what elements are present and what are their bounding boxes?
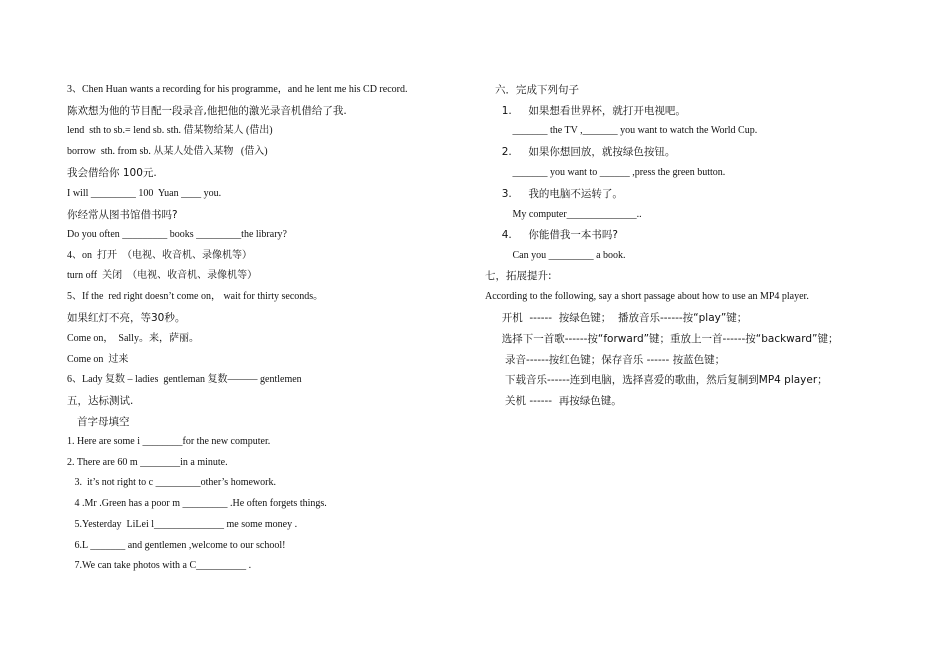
text-line: Do you often _________ books _________the library? xyxy=(67,229,287,240)
section-heading: 五，达标测试. xyxy=(67,395,134,407)
exercise-item: 1. Here are some i ________for the new computer. xyxy=(67,436,271,447)
exercise-item: _______ you want to ______ ,press the green button. xyxy=(485,167,726,178)
exercise-item: 3. 我的电脑不运转了。 xyxy=(485,188,623,200)
exercise-item: My computer______________.. xyxy=(485,209,642,220)
exercise-item: 1. 如果想看世界杯，就打开电视吧。 xyxy=(485,105,686,117)
text-line: Come on， Sally。来，萨丽。 xyxy=(67,333,199,344)
text-line: 我会借给你 100元. xyxy=(67,167,157,179)
text-line: 录音------按红色键；保存音乐 ------ 按蓝色键； xyxy=(485,354,726,366)
exercise-item: 5.Yesterday LiLei l______________ me some money . xyxy=(67,519,298,530)
section-heading: 六．完成下列句子 xyxy=(485,84,580,96)
text-line: 4、on 打开 （电视、收音机、录像机等） xyxy=(67,250,252,261)
text-line: 下载音乐------连到电脑，选择喜爱的歌曲，然后复制到MP4 player； xyxy=(485,374,828,386)
text-line: 3、Chen Huan wants a recording for his programme，and he lent me his CD record. xyxy=(67,84,408,95)
exercise-item: 7.We can take photos with a C__________ . xyxy=(67,560,252,571)
text-line: Come on 过来 xyxy=(67,354,129,365)
exercise-item: _______ the TV ,_______ you want to watch the World Cup. xyxy=(485,125,758,136)
text-line: 你经常从图书馆借书吗? xyxy=(67,209,178,221)
text-line: 5、If the red right doesn’t come on， wait for thirty seconds。 xyxy=(67,291,324,302)
exercise-item: Can you _________ a book. xyxy=(485,250,626,261)
exercise-item: 2. 如果你想回放，就按绿色按钮。 xyxy=(485,146,676,158)
exercise-item: 4 .Mr .Green has a poor m _________ .He often forgets things. xyxy=(67,498,327,509)
text-line: 关机 ------ 再按绿色键。 xyxy=(485,395,622,407)
text-line: I will _________ 100 Yuan ____ you. xyxy=(67,188,222,199)
text-line: turn off 关闭 （电视、收音机、录像机等） xyxy=(67,270,258,281)
subsection-heading: 首字母填空 xyxy=(67,416,130,428)
text-line: 开机 ------ 按绿色键； 播放音乐------按“play”键； xyxy=(485,312,748,324)
text-line: borrow sth. from sb. 从某人处借入某物 (借入) xyxy=(67,146,268,157)
section-heading: 七，拓展提升: xyxy=(485,270,552,282)
exercise-item: 3. it’s not right to c _________other’s homework. xyxy=(67,477,276,488)
exercise-item: 4. 你能借我一本书吗? xyxy=(485,229,618,241)
text-line: 陈欢想为他的节目配一段录音,他把他的激光录音机借给了我. xyxy=(67,105,347,117)
exercise-item: 6.L _______ and gentlemen ,welcome to our school! xyxy=(67,540,286,551)
text-line: lend sth to sb.= lend sb. sth. 借某物给某人 (借出) xyxy=(67,125,273,136)
exercise-item: 2. There are 60 m ________in a minute. xyxy=(67,457,228,468)
text-line: 如果红灯不亮，等30秒。 xyxy=(67,312,186,324)
instruction-text: According to the following, say a short passage about how to use an MP4 player. xyxy=(485,291,809,302)
text-line: 6、Lady 复数 – ladies gentleman 复数——— gentlemen xyxy=(67,374,302,385)
text-line: 选择下一首歌------按“forward”键；重放上一首------按“backward”键； xyxy=(485,333,839,345)
